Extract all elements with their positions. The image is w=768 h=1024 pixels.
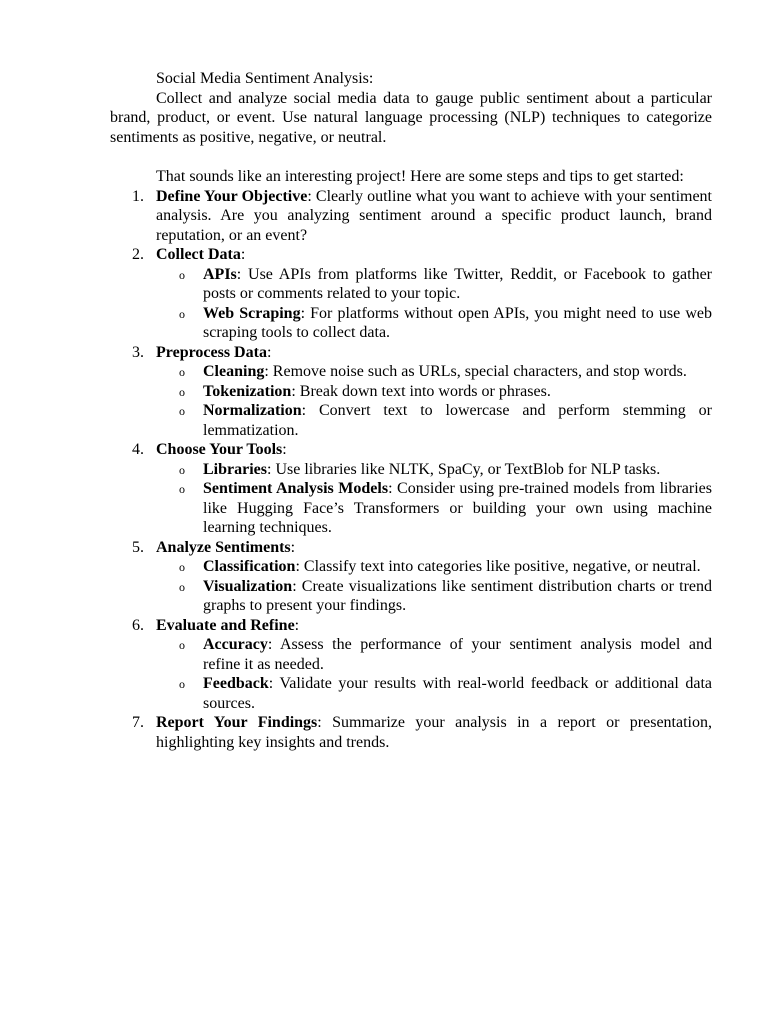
step-number: 2.	[132, 246, 144, 263]
sub-text: : Consider using pre-trained models from libraries like Hugging Face’s Transformers or building your own using machine learning techniques.	[203, 480, 713, 536]
bullet-icon: o	[179, 384, 185, 399]
sub-term: Sentiment Analysis Models	[203, 480, 389, 497]
sub-term: APIs	[203, 265, 237, 283]
step-item	[110, 343, 712, 441]
sub-item	[156, 577, 712, 616]
sub-item	[156, 265, 712, 304]
bullet-icon: o	[179, 365, 185, 379]
step-text: :	[240, 246, 246, 263]
step-heading: Define Your Objective	[156, 187, 308, 205]
sub-term: Classification	[203, 558, 296, 575]
sub-text: : Validate your results with real-world feedback or additional data sources.	[203, 675, 712, 712]
sub-item	[156, 557, 712, 577]
step-text: : Clearly outline what you want to achieve with your sentiment analysis. Are you analyzing sentiment around a specific product launch, brand reputation, or an event?	[156, 187, 712, 244]
response-intro-paragraph: That sounds like an interesting project! Here are some steps and tips to get started:	[156, 168, 684, 185]
sub-item	[156, 362, 712, 382]
step-number: 5.	[132, 538, 144, 556]
sub-text: : Create visualizations like sentiment distribution charts or trend graphs to present your findings.	[203, 577, 712, 614]
bullet-icon: o	[179, 638, 185, 652]
sub-item	[156, 304, 712, 343]
bullet-icon: o	[179, 404, 185, 418]
sub-text: : Break down text into words or phrases.	[291, 382, 551, 400]
sub-text: : Classify text into categories like positive, negative, or neutral.	[295, 558, 701, 575]
sub-list	[156, 557, 712, 616]
bullet-icon: o	[179, 560, 185, 574]
step-item	[110, 538, 712, 616]
sub-term: Accuracy	[203, 636, 268, 653]
step-heading: Analyze Sentiments	[156, 538, 291, 556]
sub-item	[156, 401, 712, 440]
step-heading: Report Your Findings	[156, 714, 318, 731]
sub-term: Feedback	[203, 675, 269, 692]
sub-list	[156, 265, 712, 343]
bullet-icon: o	[179, 677, 185, 691]
intro-paragraph: Collect and analyze social media data to gauge public sentiment about a particular brand, product, or event. Use natural language processing (NLP) techniques to categorize sentiments as positive, negative, or neutral.	[110, 89, 712, 146]
step-text: : Summarize your analysis in a report or presentation, highlighting key insights and trends.	[156, 714, 712, 751]
steps-list	[110, 187, 712, 753]
sub-text: : Use APIs from platforms like Twitter, Reddit, or Facebook to gather posts or comments related to your topic.	[203, 265, 712, 302]
sub-text: : Assess the performance of your sentiment analysis model and refine it as needed.	[203, 636, 712, 673]
bullet-icon: o	[179, 482, 185, 496]
step-heading: Collect Data	[156, 246, 241, 263]
step-number: 7.	[132, 714, 144, 731]
step-heading: Preprocess Data	[156, 343, 267, 361]
step-text: :	[294, 616, 300, 634]
sub-item	[156, 460, 712, 480]
sub-list	[156, 460, 712, 538]
sub-text: : For platforms without open APIs, you might need to use web scraping tools to collect data.	[203, 304, 713, 341]
step-number: 3.	[132, 343, 144, 361]
bullet-icon: o	[179, 579, 185, 594]
sub-item	[156, 479, 712, 538]
sub-term: Cleaning	[203, 363, 265, 380]
paragraph-spacer	[110, 147, 712, 167]
sub-item	[156, 382, 712, 402]
bullet-icon: o	[179, 306, 185, 321]
step-item	[110, 440, 712, 538]
step-number: 6.	[132, 616, 144, 634]
step-item	[110, 187, 712, 246]
step-number: 4.	[132, 441, 144, 458]
step-text: :	[282, 441, 287, 458]
step-item	[110, 713, 712, 752]
sub-text: : Convert text to lowercase and perform stemming or lemmatization.	[203, 402, 712, 439]
sub-list	[156, 362, 712, 440]
step-item	[110, 245, 712, 343]
sub-item	[156, 674, 712, 713]
sub-item	[156, 635, 712, 674]
step-text: :	[290, 538, 296, 556]
step-item	[110, 616, 712, 714]
bullet-icon: o	[179, 267, 185, 282]
sub-text: : Use libraries like NLTK, SpaCy, or TextBlob for NLP tasks.	[267, 460, 661, 478]
sub-term: Normalization	[203, 402, 302, 419]
sub-term: Libraries	[203, 460, 267, 478]
step-heading: Choose Your Tools	[156, 441, 283, 458]
sub-term: Visualization	[203, 577, 293, 595]
step-text: :	[266, 343, 272, 361]
sub-term: Web Scraping	[203, 304, 301, 322]
bullet-icon: o	[179, 462, 185, 477]
sub-text: : Remove noise such as URLs, special characters, and stop words.	[264, 363, 687, 380]
step-heading: Evaluate and Refine	[156, 616, 295, 634]
document-title: Social Media Sentiment Analysis:	[156, 70, 374, 87]
sub-term: Tokenization	[203, 382, 292, 400]
step-number: 1.	[132, 187, 144, 205]
sub-list	[156, 635, 712, 713]
